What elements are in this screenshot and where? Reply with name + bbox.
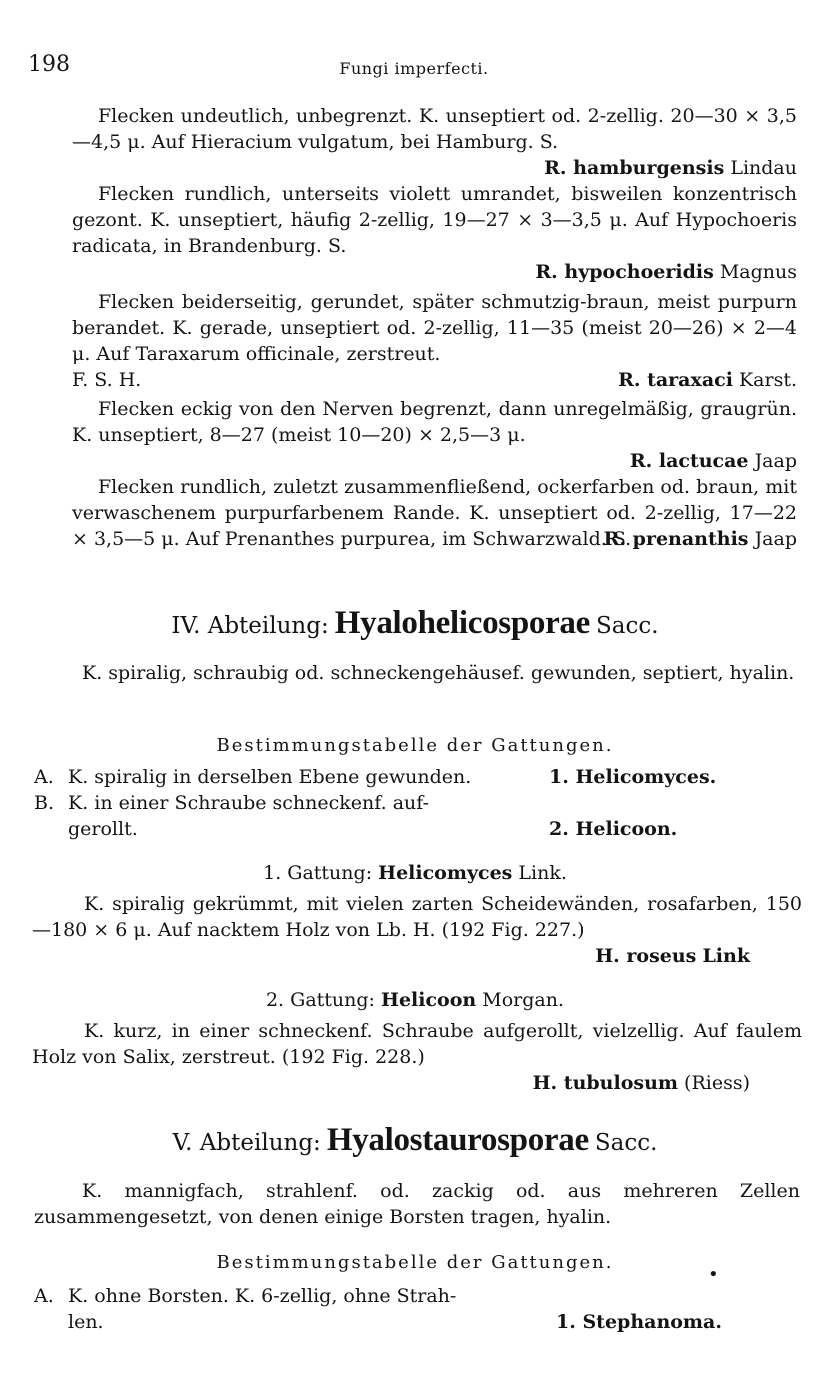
genus-heading: 2. Gattung: Helicoon Morgan. — [265, 989, 565, 1011]
species-name: R. lactucae Jaap — [629, 450, 797, 472]
genus-heading: 1. Gattung: Helicomyces Link. — [263, 862, 567, 884]
entry-text: Flecken beiderseitig, gerundet, später schmutzig-braun, meist purpurn berandet. K. gerade, unseptiert od. 2-zellig, 11—35 (meist 20—26) × 2—4 μ. Auf Taraxarum officinale, zerstreut. — [72, 291, 797, 365]
genus-description: K. spiralig gekrümmt, mit vielen zarten Scheidewänden, rosafarben, 150—180 × 6 μ. Auf nacktem Holz von Lb. H. (192 Fig. 227.) H. roseus Link — [32, 893, 802, 967]
section-title: V. Abteilung: Hyalostaurosporae Sacc. — [172, 1122, 658, 1158]
species-entry — [72, 103, 797, 181]
species-entry — [72, 181, 797, 285]
page-number: 198 — [28, 52, 70, 77]
species-entry — [72, 396, 797, 474]
key-table-heading: Bestimmungstabelle der Gattungen. — [216, 735, 614, 756]
page-header — [28, 52, 800, 82]
key-row: gerollt. 2. Helicoon. — [68, 818, 678, 840]
species-name: R. taraxaci Karst. — [618, 369, 797, 391]
key-row: A. K. spiralig in derselben Ebene gewunden. 1. Helicomyces. — [34, 766, 717, 788]
genus-description: K. kurz, in einer schneckenf. Schraube aufgerollt, vielzellig. Auf faulem Holz von Salix, zerstreut. (192 Fig. 228.) H. tubulosum (Riess) — [32, 1020, 802, 1094]
identification-key — [34, 764, 734, 842]
entry-text: Flecken eckig von den Nerven begrenzt, dann unregelmäßig, graugrün. K. unseptiert, 8—27 (meist 10—20) × 2,5—3 μ. — [72, 398, 797, 446]
key-table-heading: Bestimmungstabelle der Gattungen. — [216, 1252, 614, 1273]
species-name: R. hypochoeridis Magnus — [535, 261, 797, 283]
entry-text: Flecken rundlich, unterseits violett umrandet, bisweilen konzentrisch gezont. K. unseptiert, häufig 2-zellig, 19—27 × 3—3,5 μ. Auf Hypochoeris radicata, in Brandenburg. S. — [72, 183, 797, 257]
identification-key — [34, 1283, 734, 1335]
section-description: K. spiralig, schraubig od. schneckengehäusef. gewunden, septiert, hyalin. — [82, 662, 795, 684]
species-line — [72, 367, 797, 393]
species-name: H. roseus Link — [595, 945, 750, 967]
key-row: B. K. in einer Schraube schneckenf. auf- — [34, 792, 430, 814]
running-title: Fungi imperfecti. — [339, 59, 489, 78]
distribution: F. S. H. — [72, 369, 142, 391]
key-row: A. K. ohne Borsten. K. 6-zellig, ohne Strah- — [34, 1285, 457, 1307]
stray-mark: • — [708, 1264, 719, 1285]
entry-text: Flecken undeutlich, unbegrenzt. K. unseptiert od. 2-zellig. 20—30 × 3,5—4,5 μ. Auf Hieracium vulgatum, bei Hamburg. S. — [72, 105, 797, 153]
key-row: len. 1. Stephanoma. — [68, 1311, 722, 1333]
section-title: IV. Abteilung: Hyalohelicosporae Sacc. — [171, 605, 659, 641]
species-name: H. tubulosum (Riess) — [532, 1072, 750, 1094]
species-name: R. hamburgensis Lindau — [544, 157, 797, 179]
species-name: R. prenanthis Jaap — [603, 528, 797, 550]
entry-text: Flecken rundlich, zuletzt zusammenfließend, ockerfarben od. braun, mit verwaschenem purpurfarbenem Rande. K. unseptiert od. 2-zellig, 17—22 × 3,5—5 μ. Auf Prenanthes purpurea, im Schwarzwald. S. — [72, 476, 797, 550]
section-description: K. mannigfach, strahlenf. od. zackig od. aus mehreren Zellen zusammengesetzt, von denen einige Borsten tragen, hyalin. — [34, 1180, 800, 1228]
species-entry — [72, 474, 797, 552]
species-entry — [72, 289, 797, 393]
